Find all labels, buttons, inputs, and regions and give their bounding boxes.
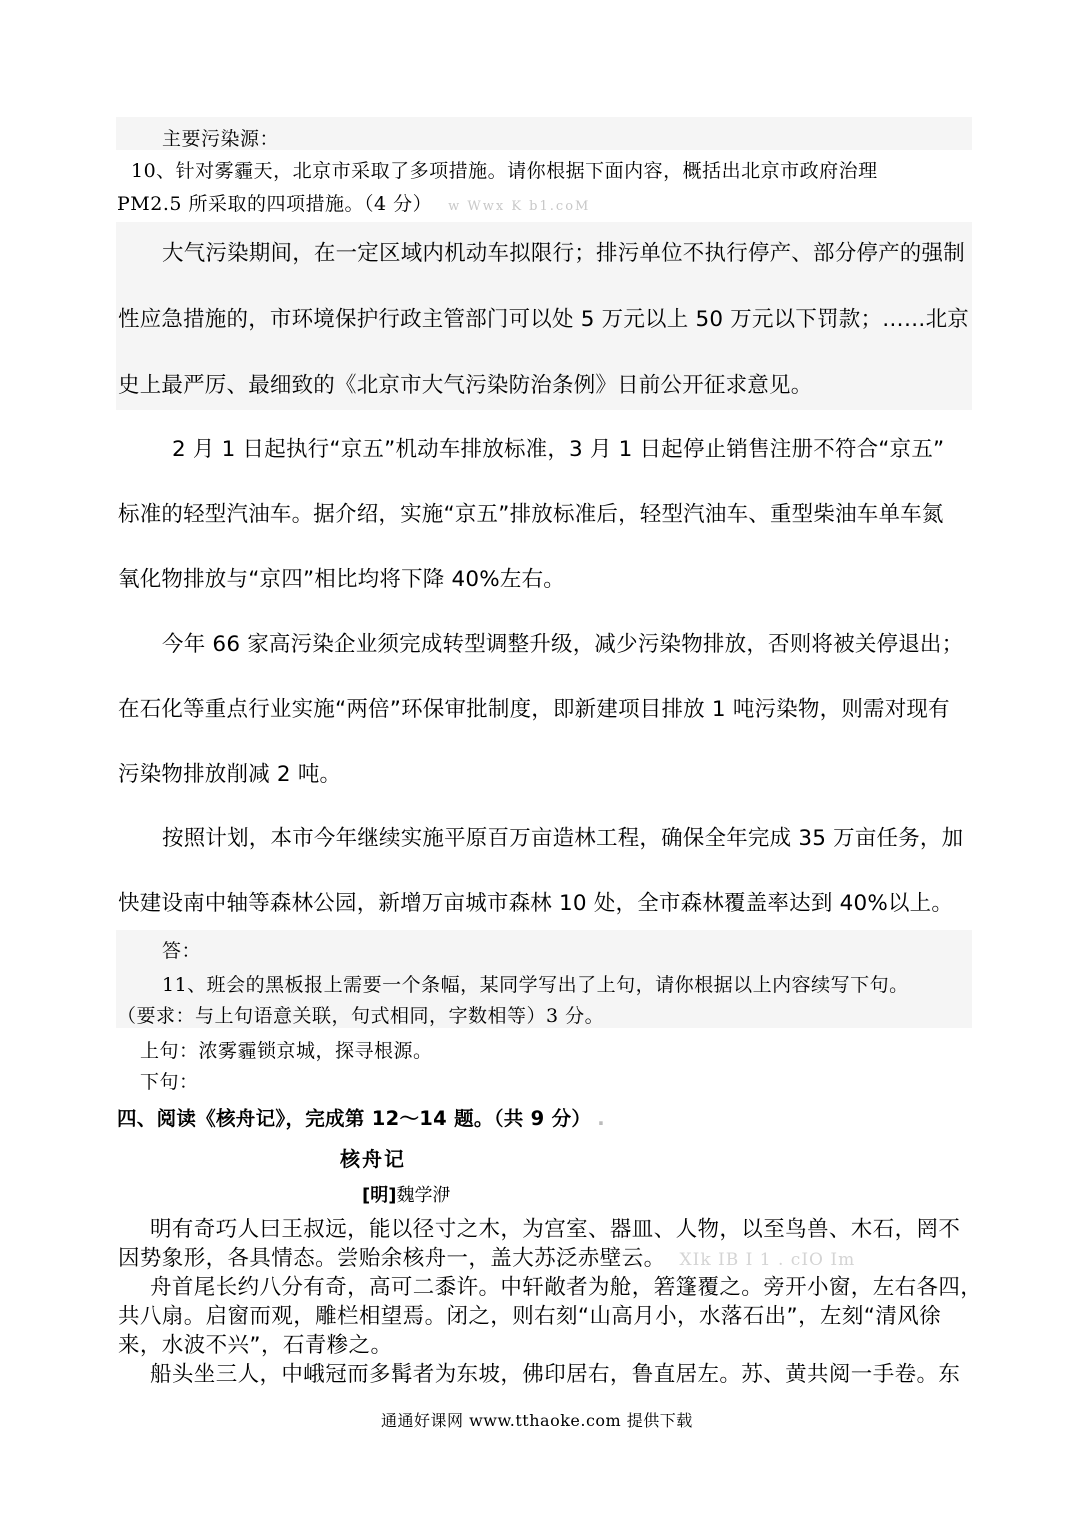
essay-line-2 bbox=[118, 1241, 855, 1272]
answer-label: 答： bbox=[162, 940, 202, 962]
q11-upper-sentence: 上句：浓雾霾锁京城，探寻根源。 bbox=[140, 1040, 433, 1062]
essay-line-1: 明有奇巧人曰王叔远，能以径寸之木，为宫室、器皿、人物，以至鸟兽、木石，罔不 bbox=[150, 1217, 961, 1242]
q9-tail-text: 主要污染源： bbox=[162, 128, 280, 150]
section-4-heading bbox=[117, 1103, 605, 1131]
material-p3-line-2: 在石化等重点行业实施“两倍”环保审批制度，即新建项目排放 1 吨污染物，则需对现有 bbox=[118, 697, 950, 722]
material-p1-line-1: 大气污染期间，在一定区域内机动车拟限行；排污单位不执行停产、部分停产的强制 bbox=[162, 241, 965, 266]
q11-lower-sentence: 下句： bbox=[140, 1071, 199, 1093]
essay-author bbox=[362, 1181, 450, 1207]
material-p1-line-2: 性应急措施的，市环境保护行政主管部门可以处 5 万元以上 50 万元以下罚款；……北京 bbox=[118, 307, 969, 332]
author-name: 魏学洢 bbox=[396, 1185, 451, 1206]
material-p3-line-1: 今年 66 家高污染企业须完成转型调整升级，减少污染物排放，否则将被关停退出； bbox=[162, 632, 964, 657]
material-p3-line-3: 污染物排放削减 2 吨。 bbox=[118, 762, 342, 787]
q10-line-1: 10、针对雾霾天，北京市采取了多项措施。请你根据下面内容，概括出北京市政府治理 bbox=[131, 160, 878, 182]
essay-line-6: 船头坐三人，中峨冠而多髯者为东坡，佛印居右，鲁直居左。苏、黄共阅一手卷。东 bbox=[150, 1362, 961, 1387]
q11-line-2: （要求：与上句语意关联，句式相同，字数相等）3 分。 bbox=[117, 1005, 605, 1027]
watermark-text: w Wwx K b1.coM bbox=[448, 199, 591, 214]
material-p1-line-3: 史上最严厉、最细致的《北京市大气污染防治条例》日前公开征求意见。 bbox=[118, 373, 813, 398]
section-4-heading-text: 四、阅读《核舟记》，完成第 12～14 题。（共 9 分） bbox=[117, 1107, 592, 1130]
q10-line-2-text: PM2.5 所采取的四项措施。（4 分） bbox=[117, 193, 433, 215]
material-p4-line-2: 快建设南中轴等森林公园，新增万亩城市森林 10 处，全市森林覆盖率达到 40%以上。 bbox=[118, 891, 954, 916]
stray-mark: . bbox=[597, 1107, 605, 1130]
material-p2-line-3: 氧化物排放与“京四”相比均将下降 40%左右。 bbox=[118, 567, 565, 592]
q10-line-2 bbox=[117, 189, 590, 216]
author-dynasty: [明] bbox=[362, 1185, 397, 1206]
watermark-text-2: XIk IB I 1 . cIO Im bbox=[679, 1250, 856, 1270]
q11-line-1: 11、班会的黑板报上需要一个条幅，某同学写出了上句，请你根据以上内容续写下句。 bbox=[162, 974, 909, 996]
essay-line-3: 舟首尾长约八分有奇，高可二黍许。中轩敞者为舱，箬篷覆之。旁开小窗，左右各四， bbox=[150, 1275, 983, 1300]
essay-line-5: 来，水波不兴”，石青糁之。 bbox=[118, 1333, 393, 1358]
essay-line-4: 共八扇。启窗而观，雕栏相望焉。闭之，则右刻“山高月小，水落石出”，左刻“清风徐 bbox=[118, 1304, 942, 1329]
material-p2-line-1: 2 月 1 日起执行“京五”机动车排放标准，3 月 1 日起停止销售注册不符合“京五” bbox=[172, 437, 945, 462]
material-p4-line-1: 按照计划，本市今年继续实施平原百万亩造林工程，确保全年完成 35 万亩任务，加 bbox=[162, 826, 964, 851]
material-p2-line-2: 标准的轻型汽油车。据介绍，实施“京五”排放标准后，轻型汽油车、重型柴油车单车氮 bbox=[118, 502, 944, 527]
essay-title: 核舟记 bbox=[340, 1147, 406, 1171]
footer-text: 通通好课网 www.tthaoke.com 提供下载 bbox=[381, 1411, 693, 1430]
essay-line-2-text: 因势象形，各具情态。尝贻余核舟一，盖大苏泛赤壁云。 bbox=[118, 1246, 666, 1271]
